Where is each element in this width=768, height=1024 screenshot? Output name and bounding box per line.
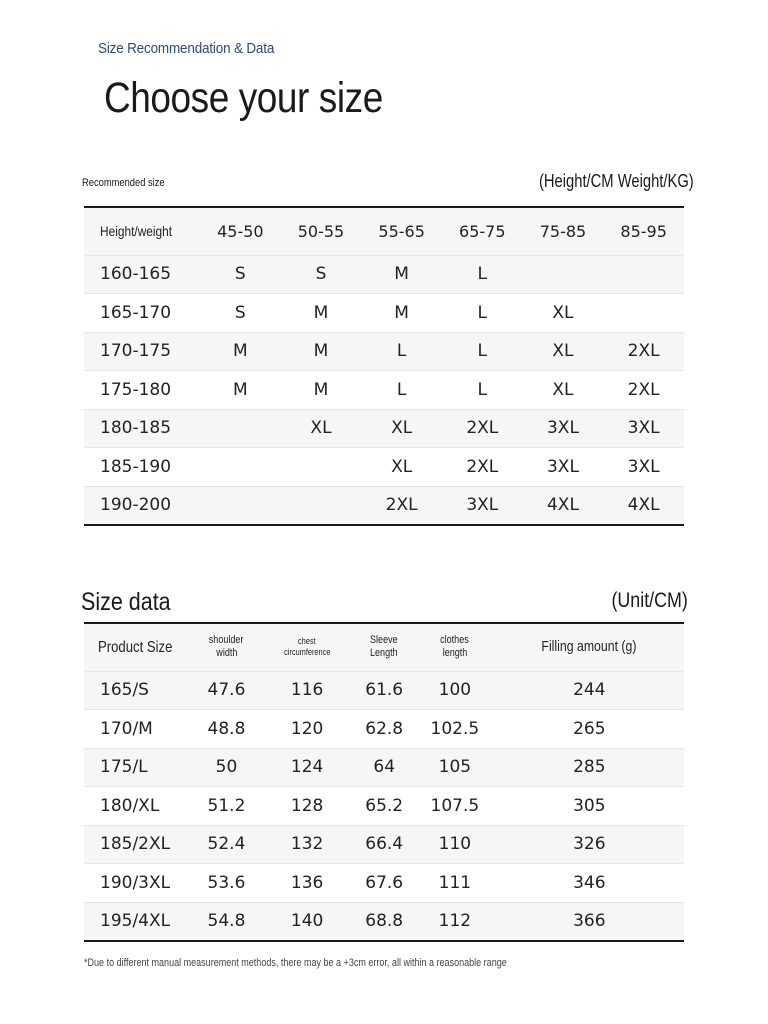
size-cell: 3XL	[546, 418, 579, 439]
measurement-cell: 61.6	[365, 680, 404, 701]
size-cell: XL	[391, 418, 413, 439]
column-header: 75-85	[539, 221, 587, 241]
table-row	[84, 748, 684, 787]
height-range-cell: 165-170	[100, 302, 172, 323]
size-cell: 2XL	[627, 379, 660, 400]
table-row	[84, 371, 684, 410]
measurement-cell: 53.6	[207, 872, 246, 893]
size-cell: M	[313, 379, 329, 400]
recommended-caption: Recommended size	[82, 177, 165, 189]
size-cell	[281, 486, 362, 525]
column-header: 45-50	[217, 221, 264, 241]
height-range-cell: 160-165	[100, 264, 172, 285]
table-row	[84, 864, 684, 903]
size-cell	[523, 255, 604, 294]
size-cell: 4XL	[546, 495, 579, 515]
size-cell	[603, 294, 684, 333]
chest-circumference-header: chest circumference	[283, 636, 331, 658]
measurement-cell: 107.5	[430, 795, 480, 816]
product-size-cell: 185/2XL	[100, 834, 171, 855]
table-row	[84, 710, 684, 749]
size-cell: 2XL	[627, 341, 660, 362]
measurement-cell: 67.6	[365, 872, 404, 893]
table-row	[84, 332, 684, 371]
size-cell: M	[394, 302, 409, 323]
size-cell: L	[477, 302, 488, 323]
size-cell: XL	[552, 379, 574, 400]
measurement-cell: 52.4	[207, 834, 246, 855]
measurement-cell: 68.8	[365, 911, 404, 931]
size-cell: M	[232, 379, 248, 400]
measurement-cell: 100	[438, 680, 472, 701]
size-cell: L	[396, 379, 407, 400]
table-header-row	[84, 207, 684, 255]
column-header: 65-75	[459, 221, 506, 241]
measurement-cell: 366	[573, 911, 606, 931]
size-cell: 2XL	[466, 418, 499, 439]
measurement-cell: 65.2	[365, 795, 404, 816]
table-row	[84, 255, 684, 294]
measurement-cell: 110	[438, 834, 472, 855]
eyebrow-label: Size Recommendation & Data	[98, 40, 275, 57]
measurement-cell: 305	[573, 795, 606, 816]
height-range-cell: 180-185	[100, 418, 172, 439]
measurement-cell: 48.8	[207, 718, 246, 739]
measurement-cell: 50	[215, 757, 238, 778]
height-range-cell: 185-190	[100, 456, 172, 477]
size-cell: XL	[552, 341, 574, 362]
product-size-header: Product Size	[98, 638, 173, 656]
size-data-title: Size data	[81, 588, 171, 616]
measurement-cell: 120	[290, 718, 324, 739]
product-size-cell: 180/XL	[100, 795, 160, 816]
measurement-cell: 346	[573, 872, 606, 893]
product-size-cell: 165/S	[100, 680, 149, 701]
product-size-cell: 175/L	[100, 757, 148, 778]
measurement-cell: 285	[573, 757, 606, 778]
table-row	[84, 294, 684, 333]
size-cell: 3XL	[466, 495, 499, 515]
size-cell: XL	[552, 302, 574, 323]
sleeve-length-header: Sleeve Length	[370, 634, 399, 660]
size-data-table	[84, 622, 684, 942]
measurement-cell: 132	[290, 834, 324, 855]
measurement-cell: 66.4	[365, 834, 404, 855]
table-row	[84, 409, 684, 448]
size-cell: S	[315, 264, 327, 285]
measurement-cell: 128	[290, 795, 324, 816]
product-size-cell: 170/M	[100, 718, 153, 739]
size-cell: M	[313, 302, 329, 323]
measurement-cell: 112	[438, 911, 472, 931]
measurement-cell: 116	[290, 680, 324, 701]
table-row	[84, 902, 684, 941]
measurement-cell: 111	[438, 872, 472, 893]
measurement-cell: 64	[373, 757, 396, 778]
size-cell: 3XL	[627, 418, 660, 439]
size-cell: 2XL	[385, 495, 418, 515]
height-range-cell: 170-175	[100, 341, 172, 362]
size-cell: XL	[391, 456, 413, 477]
size-data-units: (Unit/CM)	[611, 589, 688, 612]
measurement-cell: 124	[290, 757, 324, 778]
measurement-cell: 62.8	[365, 718, 404, 739]
measurement-cell: 244	[573, 680, 606, 701]
measurement-cell: 54.8	[207, 911, 246, 931]
corner-header: Height/weight	[100, 223, 173, 240]
column-header: 85-95	[620, 221, 667, 241]
size-cell: M	[394, 264, 409, 285]
footnote: *Due to different manual measurement methods, there may be a +3cm error, all within a reasonable range	[84, 957, 507, 969]
size-cell	[281, 448, 362, 487]
page-title: Choose your size	[104, 74, 383, 122]
table-row	[84, 486, 684, 525]
size-cell	[200, 486, 281, 525]
size-cell: S	[234, 264, 246, 285]
table-row	[84, 825, 684, 864]
size-cell: M	[313, 341, 329, 362]
filling-amount-header: Filling amount (g)	[541, 638, 637, 656]
size-cell: L	[477, 264, 488, 285]
size-recommendation-table	[84, 206, 684, 526]
product-size-cell: 195/4XL	[100, 911, 171, 931]
size-cell: 4XL	[627, 495, 660, 515]
measurement-cell: 265	[573, 718, 606, 739]
size-cell	[200, 448, 281, 487]
size-cell: M	[232, 341, 248, 362]
measurement-cell: 51.2	[207, 795, 246, 816]
size-cell: XL	[310, 418, 332, 439]
clothes-length-header: clothes length	[440, 634, 470, 660]
size-cell: 3XL	[546, 456, 579, 477]
size-cell: 3XL	[627, 456, 660, 477]
table-row	[84, 787, 684, 826]
size-cell: 2XL	[466, 456, 499, 477]
product-size-cell: 190/3XL	[100, 872, 171, 893]
height-range-cell: 175-180	[100, 379, 172, 400]
measurement-cell: 140	[290, 911, 324, 931]
size-cell	[603, 255, 684, 294]
height-range-cell: 190-200	[100, 495, 172, 515]
size-cell: S	[234, 302, 246, 323]
measurement-cell: 105	[438, 757, 472, 778]
table-row	[84, 671, 684, 710]
table-header-row	[84, 623, 684, 671]
size-cell: L	[477, 341, 488, 362]
measurement-cell: 136	[290, 872, 324, 893]
table-row	[84, 448, 684, 487]
measurement-cell: 326	[573, 834, 606, 855]
shoulder-width-header: shoulder width	[209, 634, 244, 660]
column-header: 50-55	[297, 221, 345, 241]
measurement-cell: 47.6	[207, 680, 246, 701]
size-cell: L	[477, 379, 488, 400]
column-header: 55-65	[378, 221, 425, 241]
measurement-cell: 102.5	[430, 718, 480, 739]
recommended-units: (Height/CM Weight/KG)	[539, 171, 694, 191]
size-cell: L	[396, 341, 407, 362]
size-cell	[200, 409, 281, 448]
